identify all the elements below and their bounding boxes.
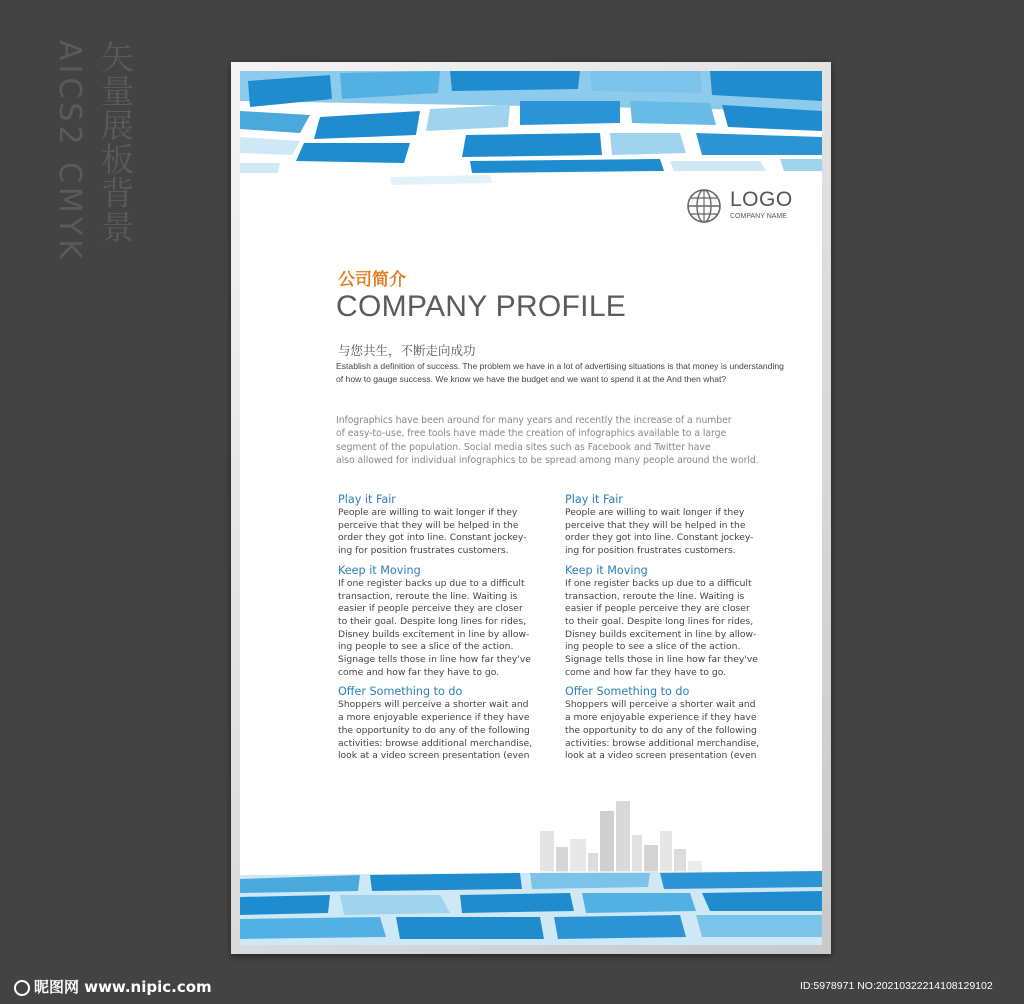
paragraph-line: also allowed for individual infographics to be spread among many people around the world. — [336, 454, 759, 466]
section-body: If one register backs up due to a difficult transaction, reroute the line. Waiting is easier if people perceive they are closer to their goal. Despite long lines for rides, Disney builds excitement in line by allow- ing people to see a slice of the action. Signage tells those in line how far they've come and how far they have to go. — [338, 577, 531, 678]
section-body: If one register backs up due to a difficult transaction, reroute the line. Waiting is easier if people perceive they are closer to their goal. Despite long lines for rides, Disney builds excitement in line by allow- ing people to see a slice of the action. Signage tells those in line how far they've come and how far they have to go. — [565, 577, 758, 678]
section-heading: Offer Something to do — [565, 685, 690, 699]
globe-icon — [684, 186, 724, 226]
watermark-left — [14, 976, 212, 997]
company-name: COMPANY NAME — [730, 213, 787, 220]
paragraph-line: segment of the population. Social media sites such as Facebook and Twitter have — [336, 441, 711, 453]
side-label — [48, 40, 138, 280]
watermark-id: ID:5978971 NO:20210322214108129102 — [800, 980, 993, 992]
logo-text: LOGO — [730, 188, 793, 211]
poster — [240, 71, 822, 945]
infographics-paragraph — [336, 414, 796, 467]
section-heading: Keep it Moving — [565, 563, 648, 577]
section-offer-something — [565, 685, 790, 763]
nipic-logo-icon — [14, 980, 30, 996]
section-heading: Play it Fair — [565, 493, 623, 506]
section-keep-it-moving — [338, 564, 563, 680]
section-body: People are willing to wait longer if they perceive that they will be helped in the order they got into line. Constant jockey- ing for position frustrates customers. — [338, 507, 527, 557]
section-play-it-fair — [338, 493, 563, 558]
section-keep-it-moving — [565, 564, 790, 680]
section-body: People are willing to wait longer if they perceive that they will be helped in the order they got into line. Constant jockey- ing for position frustrates customers. — [565, 507, 754, 557]
paragraph-line: of easy-to-use, free tools have made the creation of infographics available to a large — [336, 428, 727, 440]
side-label-en: AICS2 CMYK — [52, 40, 87, 263]
top-tile-decoration — [240, 71, 822, 191]
left-column — [338, 493, 563, 769]
paragraph-line: Infographics have been around for many years and recently the increase of a number — [336, 415, 732, 426]
watermark-left-text: 昵图网 www.nipic.com — [34, 978, 212, 996]
section-offer-something — [338, 685, 563, 763]
section-body: Shoppers will perceive a shorter wait and a more enjoyable experience if they have the opportunity to do any of the following activities: browse additional merchandise, look at a video screen presentation (even — [338, 699, 533, 762]
side-label-cn: 矢量展板背景 — [96, 40, 135, 244]
poster-frame — [231, 62, 831, 954]
bottom-tile-decoration — [240, 865, 822, 945]
section-play-it-fair — [565, 493, 790, 558]
section-heading: Keep it Moving — [338, 563, 421, 577]
right-column — [565, 493, 790, 769]
intro-text: Establish a definition of success. The problem we have in a lot of advertising situations is that money is understanding of how to gauge success. We know we have the budget and we want to spend it at the And then what? — [336, 361, 784, 384]
company-logo — [684, 186, 804, 228]
section-body: Shoppers will perceive a shorter wait and a more enjoyable experience if they have the opportunity to do any of the following activities: browse additional merchandise, look at a video screen presentation (even — [565, 699, 760, 762]
section-heading: Play it Fair — [338, 493, 396, 506]
title-cn: 公司简介 — [338, 270, 406, 290]
section-heading: Offer Something to do — [338, 685, 463, 699]
page-title: COMPANY PROFILE — [336, 290, 627, 323]
slogan: 与您共生，不断走向成功 — [338, 343, 476, 358]
